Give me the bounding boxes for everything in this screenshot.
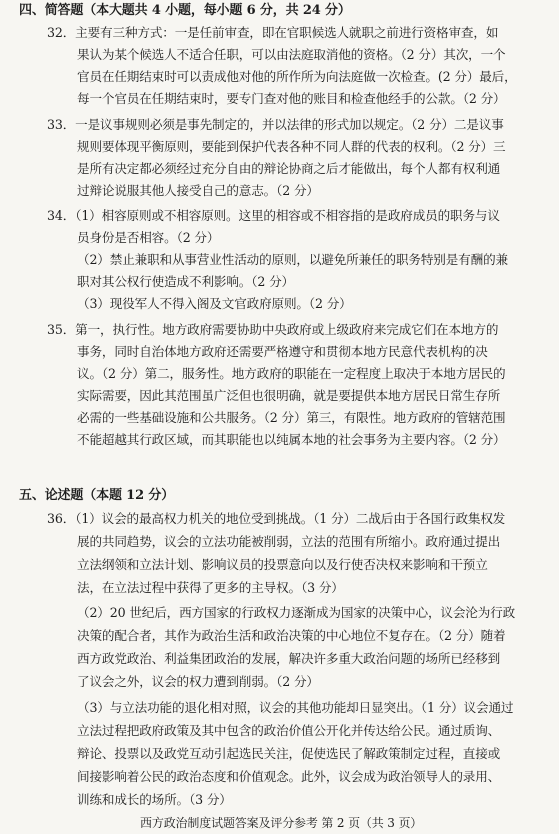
answer-line: 间接影响着公民的政治态度和价值观念。此外，议会成为政治领导人的录用、 xyxy=(77,769,501,784)
answer-line: 果认为某个候选人不适合任职，可以由法庭取消他的资格。（2 分）其次，一个 xyxy=(77,47,506,62)
answer-line: 规则要体现平衡原则，要能到保护代表各种不同人群的代表的权利。（2 分）三 xyxy=(77,139,506,154)
answer-line: 立法纲领和立法计划、影响议员的投票意向以及行使否决权来影响和干预立 xyxy=(77,557,488,572)
answer-line: 35．第一，执行性。地方政府需要协助中央政府或上级政府来完成它们在本地方的 xyxy=(47,322,499,337)
answer-line: 辩论、投票以及政党互动引起选民关注，促使选民了解政策制定过程，直接或 xyxy=(77,746,501,761)
answer-line: （3）现役军人不得入阁及文官政府原则。（2 分） xyxy=(77,296,352,311)
answer-line: 职对其公权行使造成不利影响。（2 分） xyxy=(77,274,294,289)
answer-line: 立法过程把政府政策及其中包含的政治价值公开化并传达给公民。通过质询、 xyxy=(77,723,501,738)
answer-line: （3）与立法功能的退化相对照，议会的其他功能却日显突出。（1 分）议会通过 xyxy=(77,700,514,715)
page-footer: 西方政治制度试题答案及评分参考 第 2 页（共 3 页） xyxy=(140,816,423,830)
answer-line: 议。（2 分）第二，服务性。地方政府的职能在一定程度上取决于本地方居民的 xyxy=(77,366,506,381)
answer-line: 训练和成长的场所。（3 分） xyxy=(77,792,232,807)
answer-line: 事务，同时自治体地方政府还需要严格遵守和贯彻本地方民意代表机构的决 xyxy=(77,344,488,359)
answer-line: （2）20 世纪后，西方国家的行政权力逐渐成为国家的决策中心，议会沦为行政 xyxy=(77,605,516,620)
answer-line: 是所有决定都必须经过充分自由的辩论协商之后才能做出，每个人都有权利通 xyxy=(77,161,501,176)
answer-line: 过辩论说服其他人接受自己的意志。（2 分） xyxy=(77,183,319,198)
answer-line: 了议会之外，议会的权力遭到削弱。（2 分） xyxy=(77,674,319,689)
answer-line: 36．（1）议会的最高权力机关的地位受到挑战。（1 分）二战后由于各国行政集权发 xyxy=(47,511,506,526)
section-5-heading: 五、论述题（本题 12 分） xyxy=(19,488,175,503)
section-4-heading: 四、简答题（本大题共 4 小题，每小题 6 分，共 24 分） xyxy=(19,3,351,18)
answer-line: 34．（1）相容原则或不相容原则。这里的相容或不相容指的是政府成员的职务与议 xyxy=(47,208,500,223)
answer-line: 展的共同趋势，议会的立法功能被削弱，立法的范围有所缩小。政府通过提出 xyxy=(77,534,501,549)
answer-line: 员身份是否相容。（2 分） xyxy=(77,230,220,245)
answer-line: 决策的配合者，其作为政治生活和政治决策的中心地位不复存在。（2 分）随着 xyxy=(77,628,506,643)
answer-line: 每一个官员在任期结束时，要专门查对他的账目和检查他经手的公款。（2 分） xyxy=(77,91,506,106)
answer-line: 实际需要，因此其范围虽广泛但也很明确，就是要提供本地方居民日常生存所 xyxy=(77,388,501,403)
answer-line: 西方政党政治、利益集团政治的发展，解决许多重大政治问题的场所已经移到 xyxy=(77,651,501,666)
answer-line: 法，在立法过程中获得了更多的主导权。（3 分） xyxy=(77,580,344,595)
answer-line: 32．主要有三种方式：一是任前审查，即在官职候选人就职之前进行资格审查，如 xyxy=(47,25,499,40)
answer-line: 33．一是议事规则必须是事先制定的，并以法律的形式加以规定。（2 分）二是议事 xyxy=(47,117,504,132)
answer-line: 官员在任期结束时可以责成他对他的所作所为向法庭做一次检查。(2 分）最后， xyxy=(77,69,517,84)
answer-line: （2）禁止兼职和从事营业性活动的原则，以避免所兼任的职务特别是有酬的兼 xyxy=(77,252,508,267)
answer-line: 必需的一些基础设施和公共服务。（2 分）第三，有限性。地方政府的管辖范围 xyxy=(77,410,506,425)
answer-line: 不能超越其行政区域，而其职能也以纯属本地的社会事务为主要内容。（2 分） xyxy=(77,432,506,447)
